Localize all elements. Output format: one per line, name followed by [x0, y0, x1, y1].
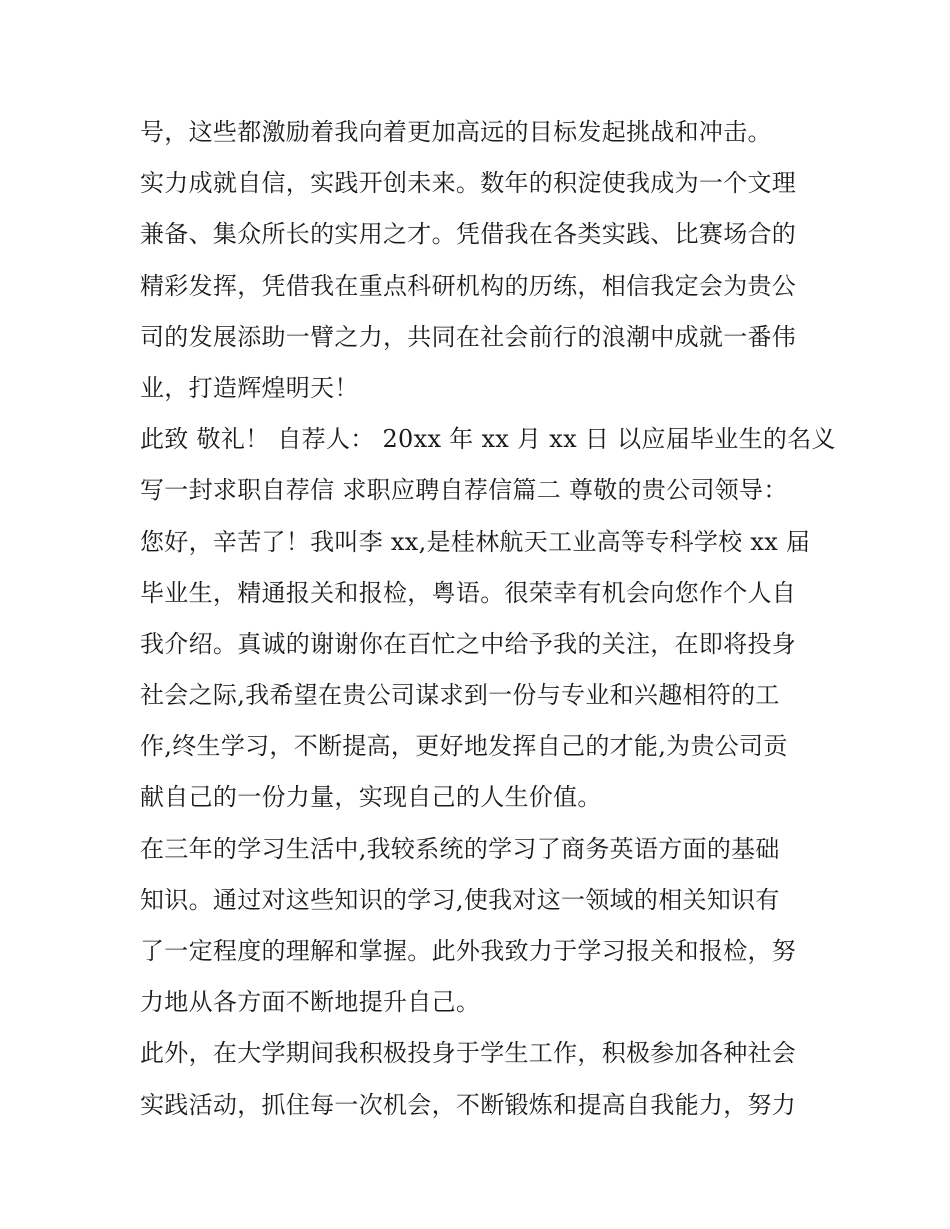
text-line: 此致 敬礼！ 自荐人： 20xx 年 xx 月 xx 日 以应届毕业生的名义 — [140, 425, 836, 454]
text-line: 在三年的学习生活中,我较系统的学习了商务英语方面的基础 — [140, 834, 780, 863]
text-line: 我介绍。真诚的谢谢你在百忙之中给予我的关注，在即将投身 — [140, 629, 797, 658]
text-line: 写一封求职自荐信 求职应聘自荐信篇二 尊敬的贵公司领导： — [140, 476, 788, 505]
text-line: 业，打造辉煌明天！ — [140, 373, 359, 402]
text-line: 知识。通过对这些知识的学习,使我对这一领域的相关知识有 — [140, 885, 780, 914]
text-line: 精彩发挥，凭借我在重点科研机构的历练，相信我定会为贵公 — [140, 271, 797, 300]
text-line: 作,终生学习，不断提高，更好地发挥自己的才能,为贵公司贡 — [140, 732, 788, 761]
text-line: 您好，辛苦了！我叫李 xx,是桂林航天工业高等专科学校 xx 届 — [140, 527, 811, 556]
text-line: 号，这些都激励着我向着更加高远的目标发起挑战和冲击。 — [140, 118, 772, 146]
text-line: 实力成就自信，实践开创未来。数年的积淀使我成为一个文理 — [140, 169, 797, 198]
text-line: 此外，在大学期间我积极投身于学生工作，积极参加各种社会 — [140, 1039, 797, 1068]
text-line: 社会之际,我希望在贵公司谋求到一份与专业和兴趣相符的工 — [140, 681, 780, 710]
document-body — [140, 107, 836, 1131]
text-line: 兼备、集众所长的实用之才。凭借我在各类实践、比赛场合的 — [140, 220, 797, 249]
text-line: 了一定程度的理解和掌握。此外我致力于学习报关和报检，努 — [140, 937, 797, 965]
text-line: 司的发展添助一臂之力，共同在社会前行的浪潮中成就一番伟 — [140, 322, 797, 351]
text-line: 毕业生，精通报关和报检，粤语。很荣幸有机会向您作个人自 — [140, 578, 797, 607]
text-line: 献自己的一份力量，实现自己的人生价值。 — [140, 783, 602, 812]
text-line: 实践活动，抓住每一次机会，不断锻炼和提高自我能力，努力 — [140, 1090, 797, 1119]
text-line: 力地从各方面不断地提升自己。 — [140, 988, 481, 1017]
